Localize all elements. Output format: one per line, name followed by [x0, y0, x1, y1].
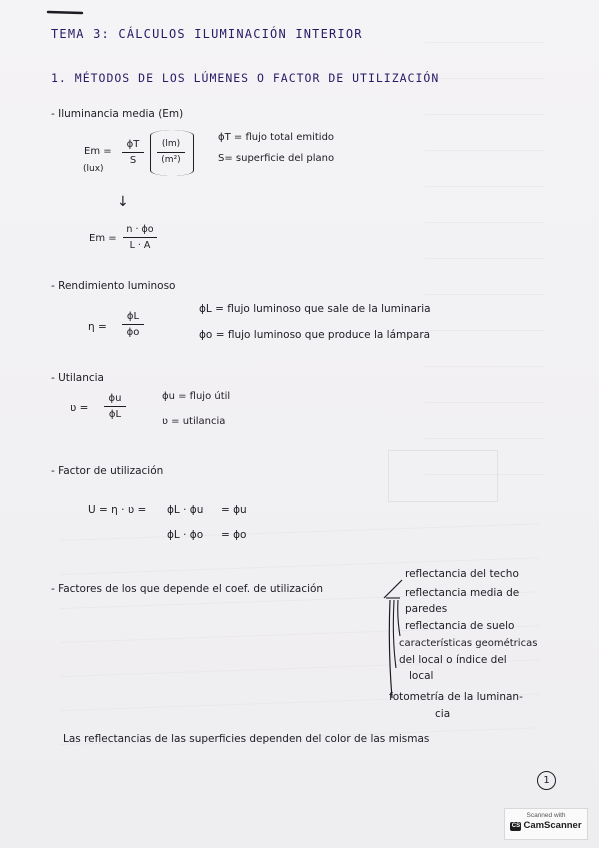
scanner-brand	[505, 820, 587, 831]
em-label-2: Em =	[89, 233, 117, 244]
factor-item: reflectancia del techo	[405, 568, 519, 580]
page-number: 1	[537, 771, 556, 790]
factor-item: paredes	[405, 603, 448, 615]
factor-item: fotometría de la luminan-	[389, 691, 523, 703]
efficiency-fraction	[121, 309, 145, 340]
definition-luminaire-flux: ϕL = flujo luminoso que sale de la luminaria	[199, 303, 431, 315]
definition-useful-flux: ϕu = flujo útil	[162, 391, 231, 402]
reflectance-note: Las reflectancias de las superficies dependen del color de las mismas	[63, 733, 430, 745]
factor-item: del local o índice del	[399, 654, 507, 666]
page-title: TEMA 3: CÁLCULOS ILUMINACIÓN INTERIOR	[51, 27, 363, 41]
units-fraction	[156, 137, 186, 168]
scanner-brand-name: CamScanner	[523, 820, 582, 831]
lumen-unit: (lm)	[161, 139, 181, 149]
em-denominator: L · A	[129, 240, 151, 251]
utilization-formula-result-num: = ϕu	[221, 504, 247, 516]
em-unit: (lux)	[83, 164, 104, 174]
utilization-formula-numerator: ϕL · ϕu	[167, 504, 204, 516]
definition-utilance: ʋ = utilancia	[162, 416, 226, 427]
utilization-factor-heading: - Factor de utilización	[51, 465, 164, 477]
efficiency-heading: - Rendimiento luminoso	[51, 280, 176, 292]
em-label: Em =	[84, 146, 112, 157]
down-arrow: ↓	[117, 194, 129, 210]
utilance-heading: - Utilancia	[51, 372, 104, 384]
definition-total-flux: ϕT = flujo total emitido	[218, 132, 335, 143]
phi-t-symbol: ϕT	[126, 139, 140, 150]
definition-lamp-flux: ϕo = flujo luminoso que produce la lámpara	[199, 329, 431, 341]
factor-item: local	[409, 670, 434, 682]
phi-l-symbol: ϕL	[108, 409, 122, 420]
utilization-formula-result-den: = ϕo	[221, 529, 247, 541]
top-mark	[45, 8, 85, 16]
factor-item: cia	[435, 708, 451, 720]
em-formula-fraction	[122, 222, 158, 253]
square-meter-unit: (m²)	[161, 155, 181, 165]
factor-item: reflectancia de suelo	[405, 620, 515, 632]
utilization-formula-start: U = ƞ · ʋ =	[88, 504, 147, 516]
utilance-fraction	[103, 391, 127, 422]
phi-u-symbol: ϕu	[108, 393, 122, 404]
bleed-through-lines	[60, 520, 540, 750]
section-heading: 1. MÉTODOS DE LOS LÚMENES O FACTOR DE UTILIZACIÓN	[51, 71, 440, 85]
bleed-through-shadow	[425, 20, 545, 500]
eta-label: ƞ =	[88, 321, 107, 333]
phi-o-symbol: ϕo	[126, 327, 140, 338]
factor-item: reflectancia media de	[405, 587, 520, 599]
illuminance-heading: - Iluminancia media (Em)	[51, 108, 184, 120]
flux-over-surface-fraction	[121, 137, 145, 168]
surface-symbol: S	[129, 155, 137, 166]
definition-surface: S= superficie del plano	[218, 153, 335, 164]
camscanner-watermark	[504, 808, 588, 840]
factor-item: características geométricas	[399, 638, 538, 649]
bleed-through-box	[388, 450, 498, 502]
utilance-label: ʋ =	[70, 402, 89, 414]
utilization-formula-denominator: ϕL · ϕo	[167, 529, 204, 541]
factors-heading: - Factores de los que depende el coef. de utilización	[51, 583, 324, 595]
scanner-caption: Scanned with	[526, 812, 566, 819]
camscanner-logo-icon: CS	[511, 823, 521, 829]
em-numerator: n · ϕo	[126, 224, 154, 235]
phi-l-symbol: ϕL	[126, 311, 140, 322]
